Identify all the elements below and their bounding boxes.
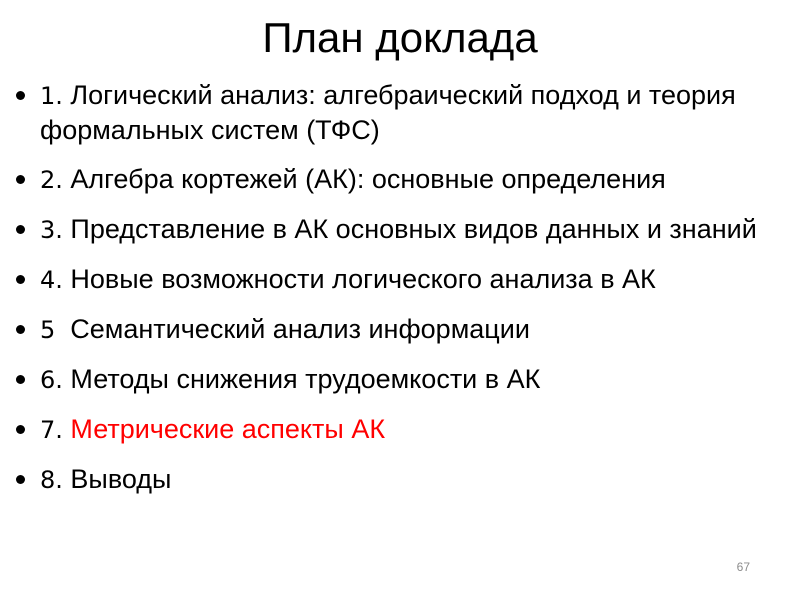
item-number: 2.	[40, 166, 63, 194]
item-text: Новые возможности логического анализа в АК	[62, 264, 656, 294]
bullet-icon	[16, 475, 25, 484]
list-item-highlighted	[14, 412, 794, 447]
bullet-icon	[16, 425, 25, 434]
item-number: 5	[40, 316, 56, 344]
item-number: 6.	[40, 366, 63, 394]
bullet-icon	[16, 91, 25, 100]
item-number: 1.	[40, 82, 63, 110]
slide-title: План доклада	[262, 14, 538, 61]
bullet-icon	[16, 375, 25, 384]
page-number: 67	[736, 560, 750, 574]
item-text-highlighted: Метрические аспекты АК	[62, 414, 386, 444]
bullet-icon	[16, 175, 25, 184]
bullet-icon	[16, 275, 25, 284]
item-number: 3.	[40, 216, 63, 244]
bullet-icon	[16, 225, 25, 234]
list-item	[14, 162, 794, 197]
item-text: Выводы	[62, 464, 172, 494]
list-item	[14, 262, 794, 297]
list-item	[14, 462, 794, 497]
item-number: 8.	[40, 466, 63, 494]
list-item	[14, 212, 794, 247]
bullet-icon	[16, 325, 25, 334]
list-item	[14, 78, 794, 147]
item-text: Алгебра кортежей (АК): основные определения	[62, 164, 666, 194]
item-number: 7.	[40, 416, 63, 444]
item-text: Семантический анализ информации	[55, 314, 530, 344]
list-item	[14, 312, 794, 347]
item-number: 4.	[40, 266, 63, 294]
item-text: Методы снижения трудоемкости в АК	[62, 364, 541, 394]
item-text: Представление в АК основных видов данных и знаний	[62, 214, 757, 244]
bullet-list	[14, 78, 794, 512]
list-item	[14, 362, 794, 397]
item-text: Логический анализ: алгебраический подход и теория формальных систем (ТФС)	[40, 80, 736, 145]
